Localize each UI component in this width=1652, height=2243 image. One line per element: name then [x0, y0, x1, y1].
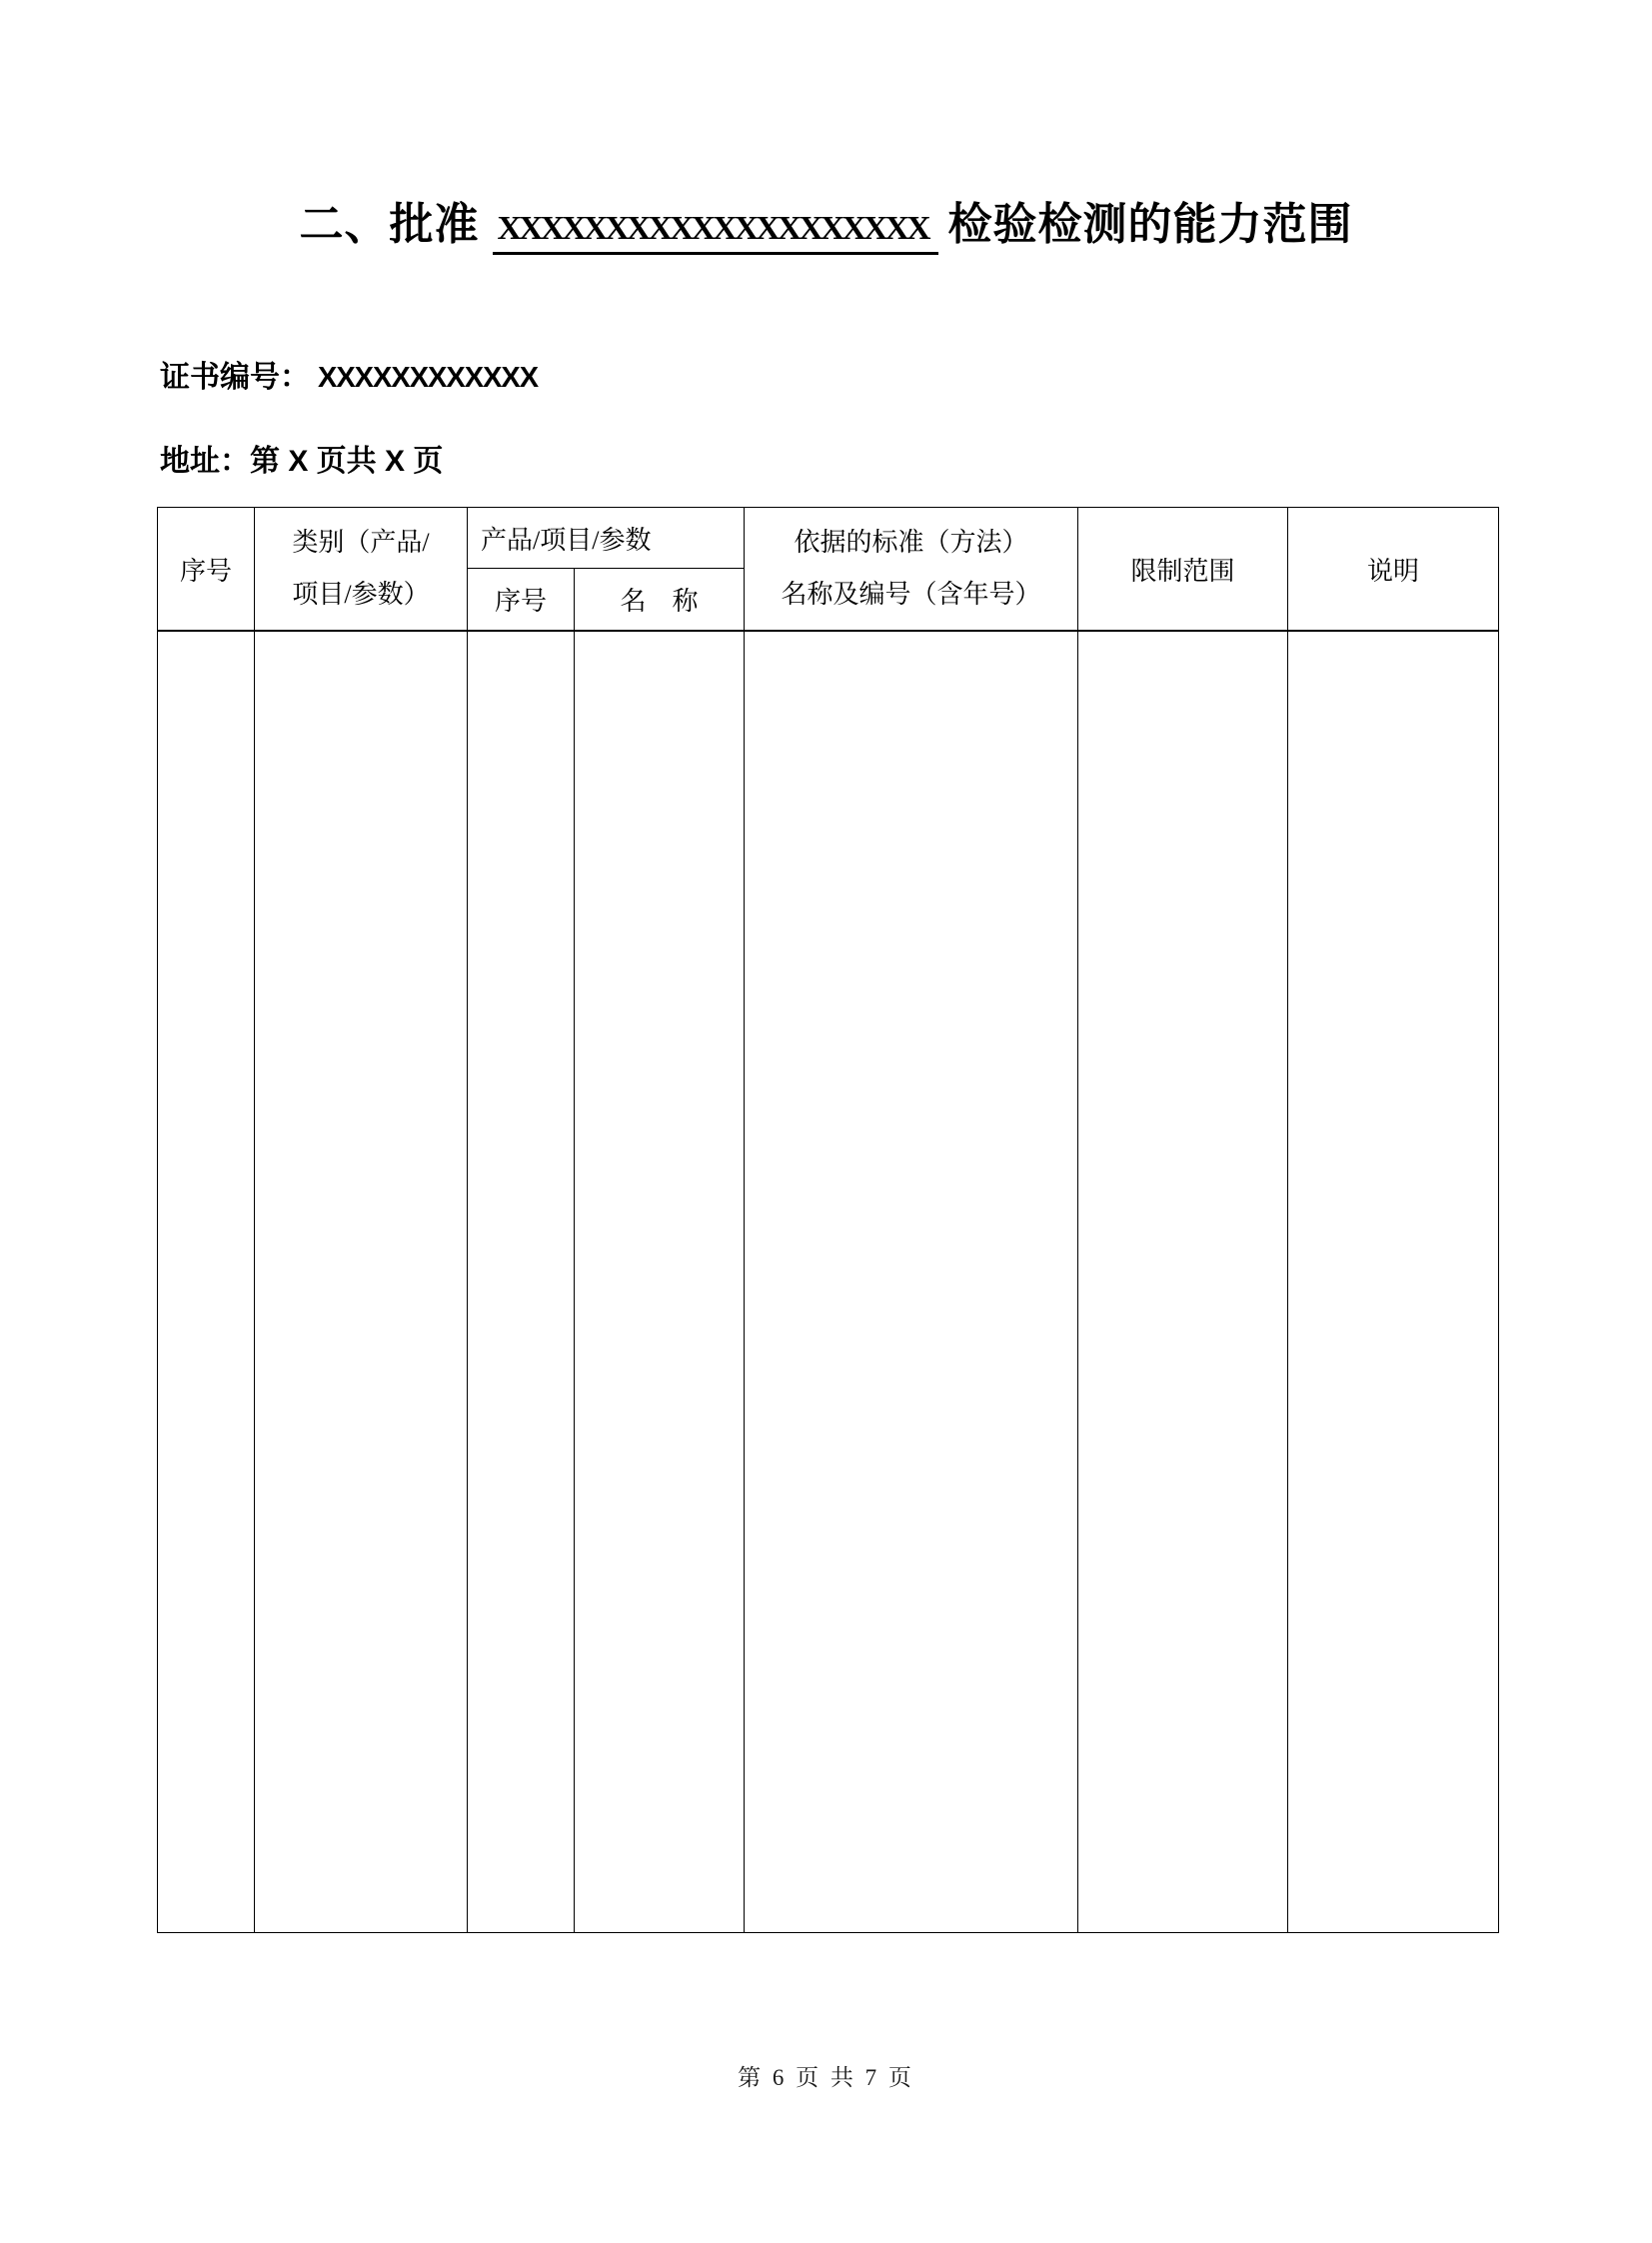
certificate-number-line — [160, 352, 538, 396]
header-category-line1: 类别（产品/ — [292, 528, 430, 557]
body-cell-limit — [1078, 631, 1288, 1933]
header-sub-seq-cell — [468, 569, 575, 632]
header-standard-line1: 依据的标准（方法） — [794, 528, 1028, 557]
page-footer: 第 6 页 共 7 页 — [738, 2065, 914, 2090]
table-body-row — [158, 631, 1499, 1933]
address-label: 地址： — [160, 445, 250, 478]
header-product-group-cell — [468, 508, 745, 569]
header-category-cell — [255, 508, 468, 632]
header-standard-cell — [745, 508, 1078, 632]
certificate-number-label: 证书编号： — [160, 361, 310, 394]
title-prefix: 二、批准 — [299, 200, 480, 249]
header-note-cell — [1288, 508, 1499, 632]
header-seq-label: 序号 — [179, 556, 232, 586]
certificate-number-value: XXXXXXXXXXXX — [318, 362, 539, 394]
header-seq-cell — [158, 508, 255, 632]
header-sub-name-label: 名 称 — [620, 587, 699, 616]
address-line — [160, 436, 443, 480]
capability-table — [157, 507, 1499, 1933]
page-title — [0, 188, 1652, 255]
header-note-label: 说明 — [1367, 556, 1420, 586]
body-cell-category — [255, 631, 468, 1933]
header-limit-cell — [1078, 508, 1288, 632]
title-suffix: 检验检测的能力范围 — [947, 200, 1353, 249]
body-cell-sub-seq — [468, 631, 575, 1933]
table-header-row-1 — [158, 508, 1499, 569]
address-value: 第 X 页共 X 页 — [250, 445, 444, 478]
header-sub-name-cell — [575, 569, 745, 632]
header-product-group-label: 产品/项目/参数 — [481, 525, 652, 555]
body-cell-seq — [158, 631, 255, 1933]
header-standard-line2: 名称及编号（含年号） — [781, 580, 1041, 609]
header-sub-seq-label: 序号 — [494, 587, 547, 616]
body-cell-sub-name — [575, 631, 745, 1933]
body-cell-standard — [745, 631, 1078, 1933]
body-cell-note — [1288, 631, 1499, 1933]
title-blank-underlined: XXXXXXXXXXXXXXXXXXXX — [493, 212, 937, 255]
header-category-line2: 项目/参数） — [292, 580, 430, 609]
header-limit-label: 限制范围 — [1130, 556, 1235, 586]
